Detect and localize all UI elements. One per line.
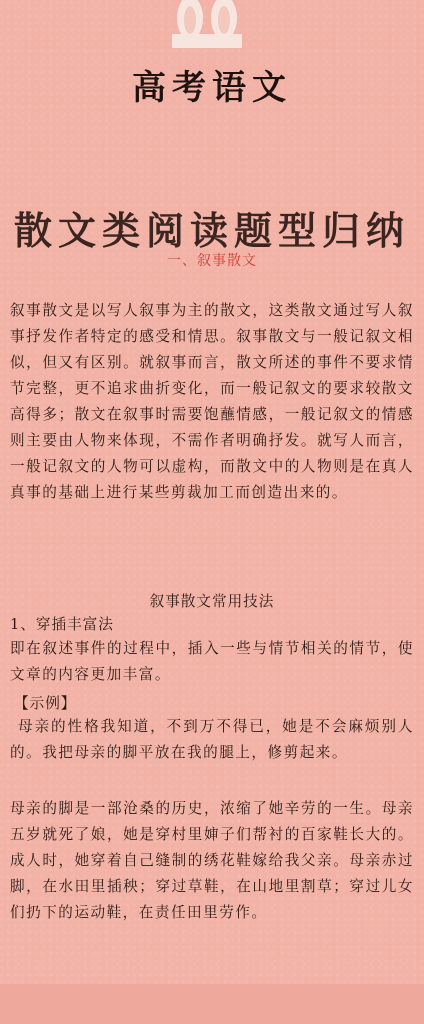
article-title: 散文类阅读题型归纳 [13,208,410,253]
technique-1-description: 即在叙述事件的过程中，插入一些与情节相关的情节，使文章的内容更加丰富。 [10,640,414,683]
example-paragraph-1: 母亲的性格我知道，不到万不得已，她是不会麻烦别人的。我把母亲的脚平放在我的腿上，修剪起来。 [10,718,414,761]
rabbit-ears-icon [162,0,252,48]
example-label: 【示例】 [14,695,77,712]
header-title: 高考语文 [132,68,292,108]
example-paragraph-2: 母亲的脚是一部沧桑的历史，浓缩了她辛劳的一生。母亲五岁就死了娘，她是穿村里婶子们帮衬的百家鞋长大的。成人时，她穿着自己缝制的绣花鞋嫁给我父亲。母亲赤过脚，在水田里插秧；穿过草鞋，在山地里割草；穿过儿女们扔下的运动鞋，在责任田里劳作。 [10,800,414,921]
techniques-heading: 叙事散文常用技法 [149,593,275,610]
section-title: 一、叙事散文 [167,253,257,269]
intro-paragraph: 叙事散文是以写人叙事为主的散文，这类散文通过写人叙事抒发作者特定的感受和情思。叙事散文与一般记叙文相似，但又有区别。就叙事而言，散文所述的事件不要求情节完整，更不追求曲折变化，而一般记叙文的要求较散文高得多；散文在叙事时需要饱蘸情感，一般记叙文的情感则主要由人物来体现，不需作者明确抒发。就写人而言，一般记叙文的人物可以虚构，而散文中的人物则是在真人真事的基础上进行某些剪裁加工而创造出来的。 [10,302,414,501]
footer-band [0,984,424,1024]
technique-1-title: 1、穿插丰富法 [10,616,114,633]
